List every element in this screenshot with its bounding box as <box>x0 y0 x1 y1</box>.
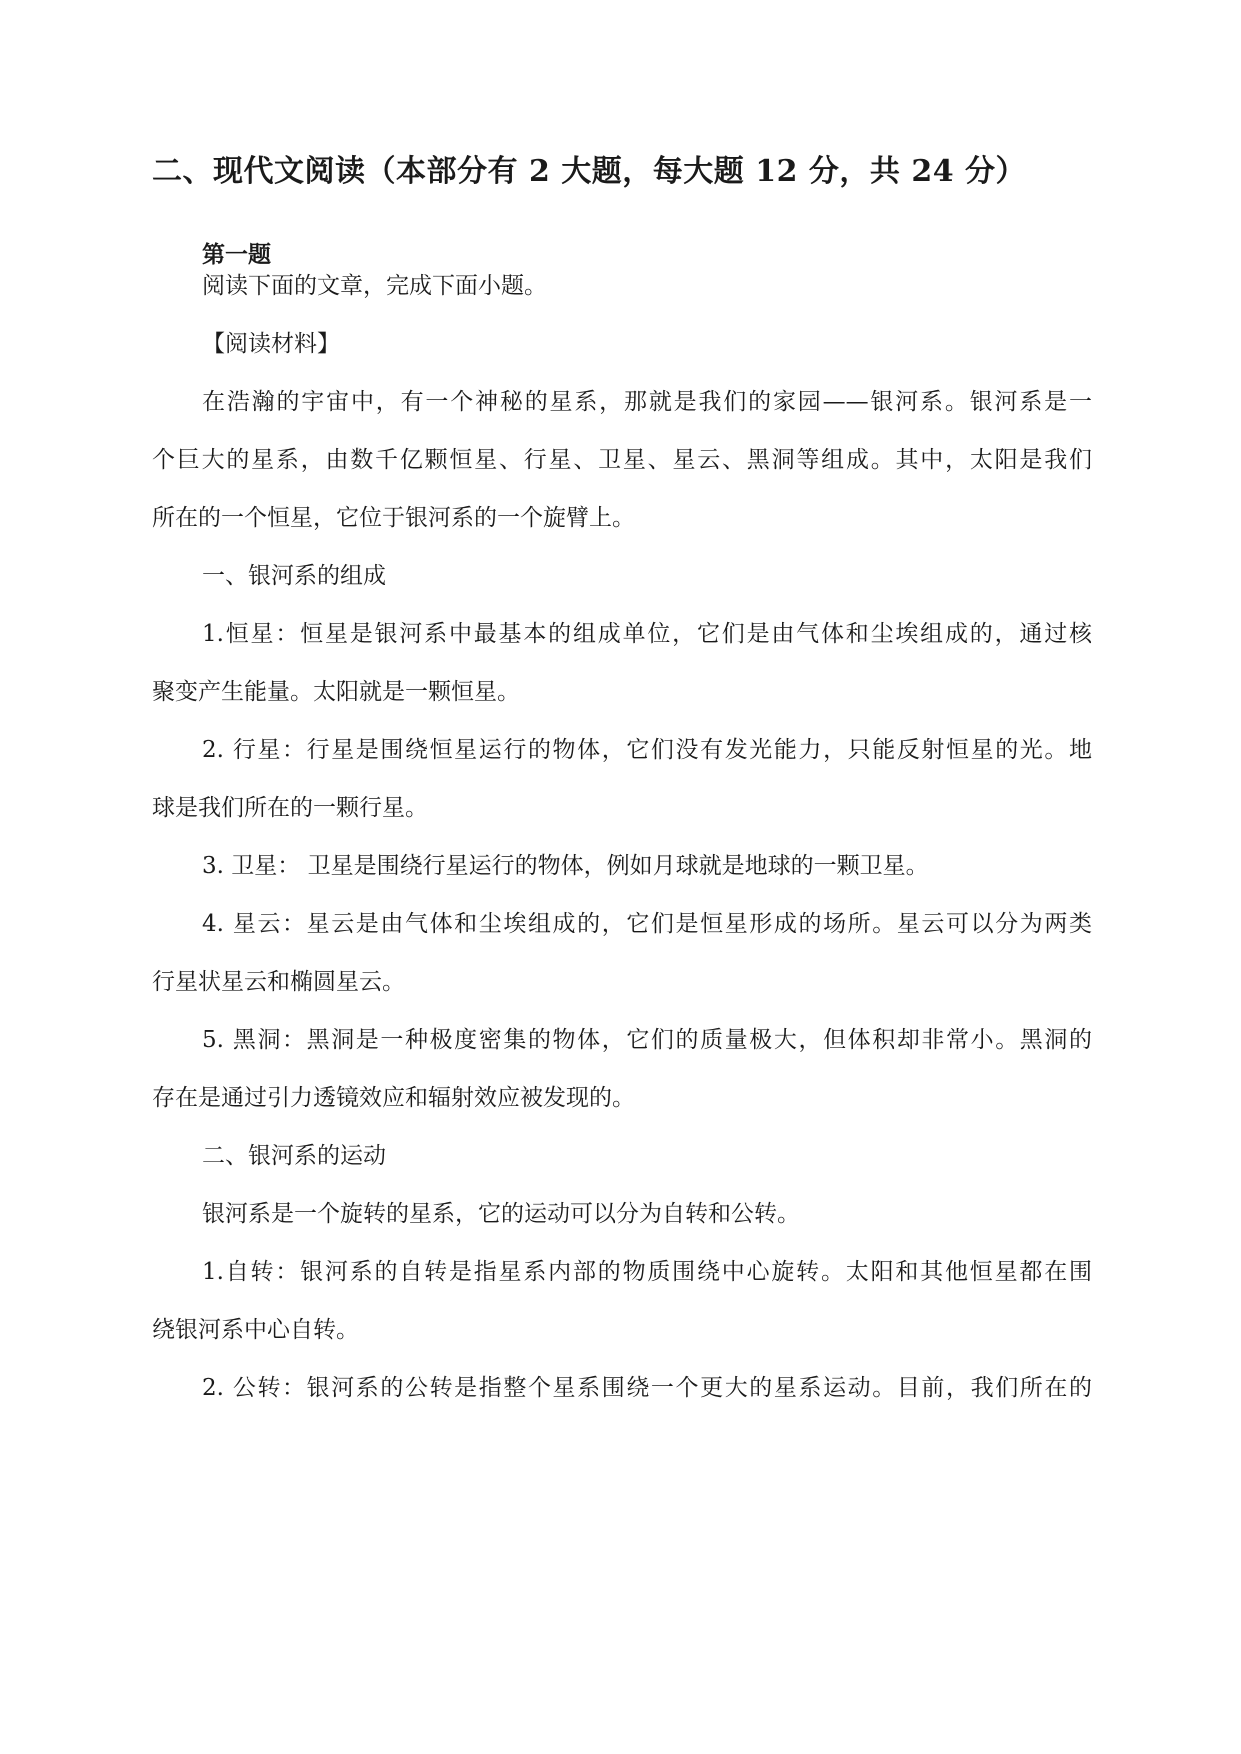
question-title: 第一题 <box>202 241 271 268</box>
paragraph-line: 绕银河系中心自转。 <box>152 1317 359 1343</box>
paragraph-line: 个巨大的星系，由数千亿颗恒星、行星、卫星、星云、黑洞等组成。其中，太阳是我们 <box>152 447 1092 473</box>
paragraph-line: 5. 黑洞：黑洞是一种极度密集的物体，它们的质量极大，但体积却非常小。黑洞的 <box>202 1027 1092 1053</box>
paragraph-line: 2. 公转：银河系的公转是指整个星系围绕一个更大的星系运动。目前，我们所在的 <box>202 1375 1092 1401</box>
section-title: 二、现代文阅读（本部分有 2 大题，每大题 12 分，共 24 分） <box>152 154 1027 189</box>
material-label: 【阅读材料】 <box>202 331 340 357</box>
paragraph-line: 3. 卫星： 卫星是围绕行星运行的物体，例如月球就是地球的一颗卫星。 <box>202 853 929 879</box>
paragraph-line: 行星状星云和椭圆星云。 <box>152 969 405 995</box>
paragraph-line: 银河系是一个旋转的星系，它的运动可以分为自转和公转。 <box>202 1201 800 1227</box>
paragraph-line: 1.自转：银河系的自转是指星系内部的物质围绕中心旋转。太阳和其他恒星都在围 <box>202 1259 1092 1285</box>
paragraph-line: 所在的一个恒星，它位于银河系的一个旋臂上。 <box>152 505 635 531</box>
paragraph-line: 1.恒星：恒星是银河系中最基本的组成单位，它们是由气体和尘埃组成的，通过核 <box>202 621 1092 647</box>
paragraph-line: 存在是通过引力透镜效应和辐射效应被发现的。 <box>152 1085 635 1111</box>
paragraph-line: 球是我们所在的一颗行星。 <box>152 795 428 821</box>
paragraph-line: 2. 行星：行星是围绕恒星运行的物体，它们没有发光能力，只能反射恒星的光。地 <box>202 737 1092 763</box>
paragraph-line: 聚变产生能量。太阳就是一颗恒星。 <box>152 679 520 705</box>
paragraph-line: 4. 星云：星云是由气体和尘埃组成的，它们是恒星形成的场所。星云可以分为两类 <box>202 911 1092 937</box>
subheading-composition: 一、银河系的组成 <box>202 563 386 589</box>
subheading-motion: 二、银河系的运动 <box>202 1143 386 1169</box>
paragraph-line: 在浩瀚的宇宙中，有一个神秘的星系，那就是我们的家园——银河系。银河系是一 <box>202 389 1092 415</box>
instruction-text: 阅读下面的文章，完成下面小题。 <box>202 273 547 299</box>
